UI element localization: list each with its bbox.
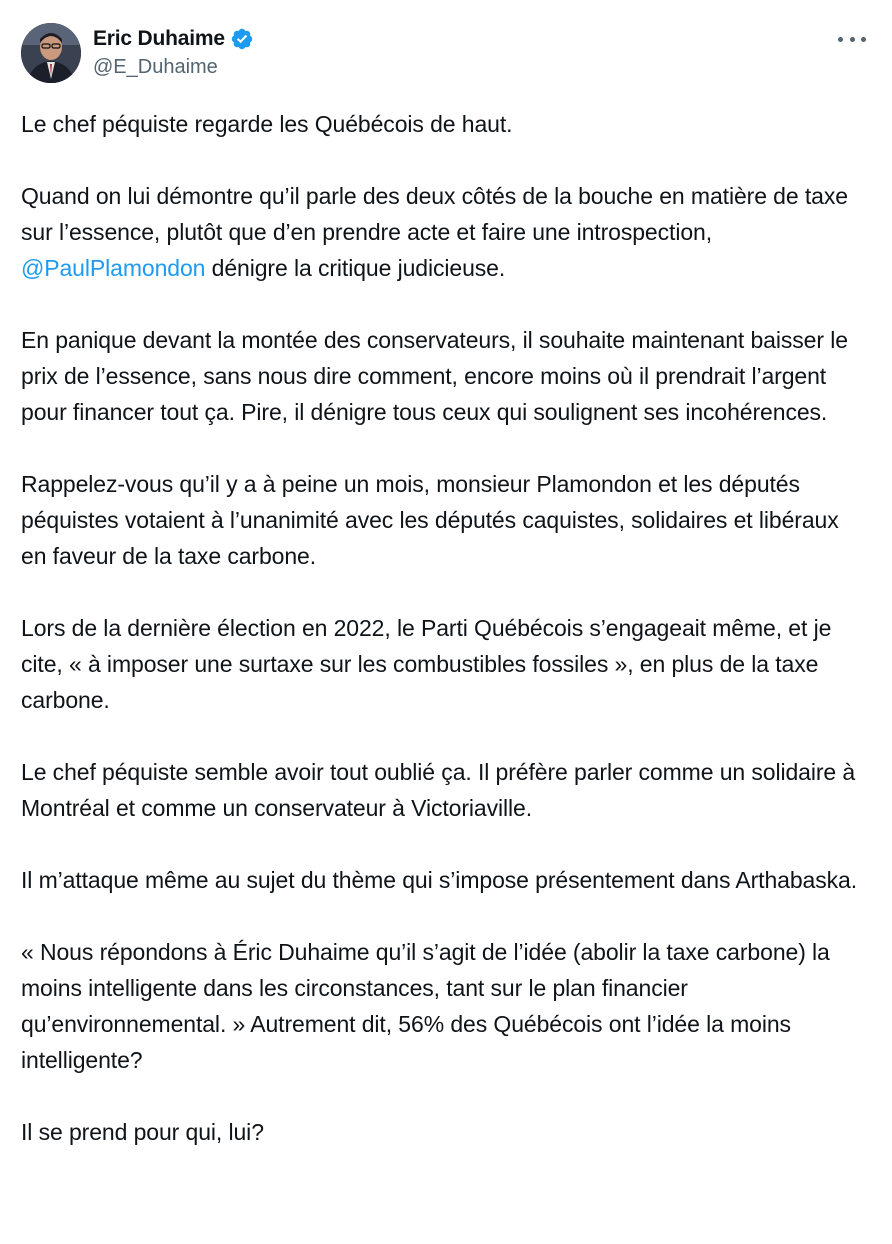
tweet-paragraph-2: Quand on lui démontre qu’il parle des deux côtés de la bouche en matière de taxe sur l’essence, plutôt que d’en prendre acte et faire une introspection, @PaulPlamondon dénigre la critique judicieuse.: [21, 183, 848, 281]
tweet-paragraph-9: Il se prend pour qui, lui?: [21, 1119, 264, 1145]
tweet-paragraph-1: Le chef péquiste regarde les Québécois de haut.: [21, 111, 513, 137]
tweet-paragraph-5: Lors de la dernière élection en 2022, le Parti Québécois s’engageait même, et je cite, « à imposer une surtaxe sur les combustibles fossiles », en plus de la taxe carbone.: [21, 615, 832, 713]
avatar[interactable]: [21, 23, 81, 83]
tweet-text: [21, 106, 866, 1150]
author-display-name[interactable]: Eric Duhaime: [93, 27, 225, 50]
more-options-icon[interactable]: [838, 29, 866, 49]
avatar-image: [21, 23, 81, 83]
tweet-paragraph-8: « Nous répondons à Éric Duhaime qu’il s’agit de l’idée (abolir la taxe carbone) la moins intelligente dans les circonstances, tant sur le plan financier qu’environnemental. » Autrement dit, 56% des Québécois ont l’idée la moins intelligente?: [21, 939, 830, 1073]
tweet-paragraph-4: Rappelez-vous qu’il y a à peine un mois, monsieur Plamondon et les députés péquistes votaient à l’unanimité avec les députés caquistes, solidaires et libéraux en faveur de la taxe carbone.: [21, 471, 839, 569]
author-names: [93, 25, 254, 79]
tweet-paragraph-3: En panique devant la montée des conservateurs, il souhaite maintenant baisser le prix de l’essence, sans nous dire comment, encore moins où il prendrait l’argent pour financer tout ça. Pire, il dénigre tous ceux qui soulignent ses incohérences.: [21, 327, 848, 425]
tweet-header: [21, 23, 872, 85]
verified-badge-icon[interactable]: [230, 27, 254, 51]
tweet-paragraph-7: Il m’attaque même au sujet du thème qui s’impose présentement dans Arthabaska.: [21, 867, 858, 893]
tweet-paragraph-6: Le chef péquiste semble avoir tout oublié ça. Il préfère parler comme un solidaire à Montréal et comme un conservateur à Victoriaville.: [21, 759, 856, 821]
author-handle[interactable]: @E_Duhaime: [93, 56, 218, 78]
mention-link[interactable]: @PaulPlamondon: [21, 255, 206, 281]
